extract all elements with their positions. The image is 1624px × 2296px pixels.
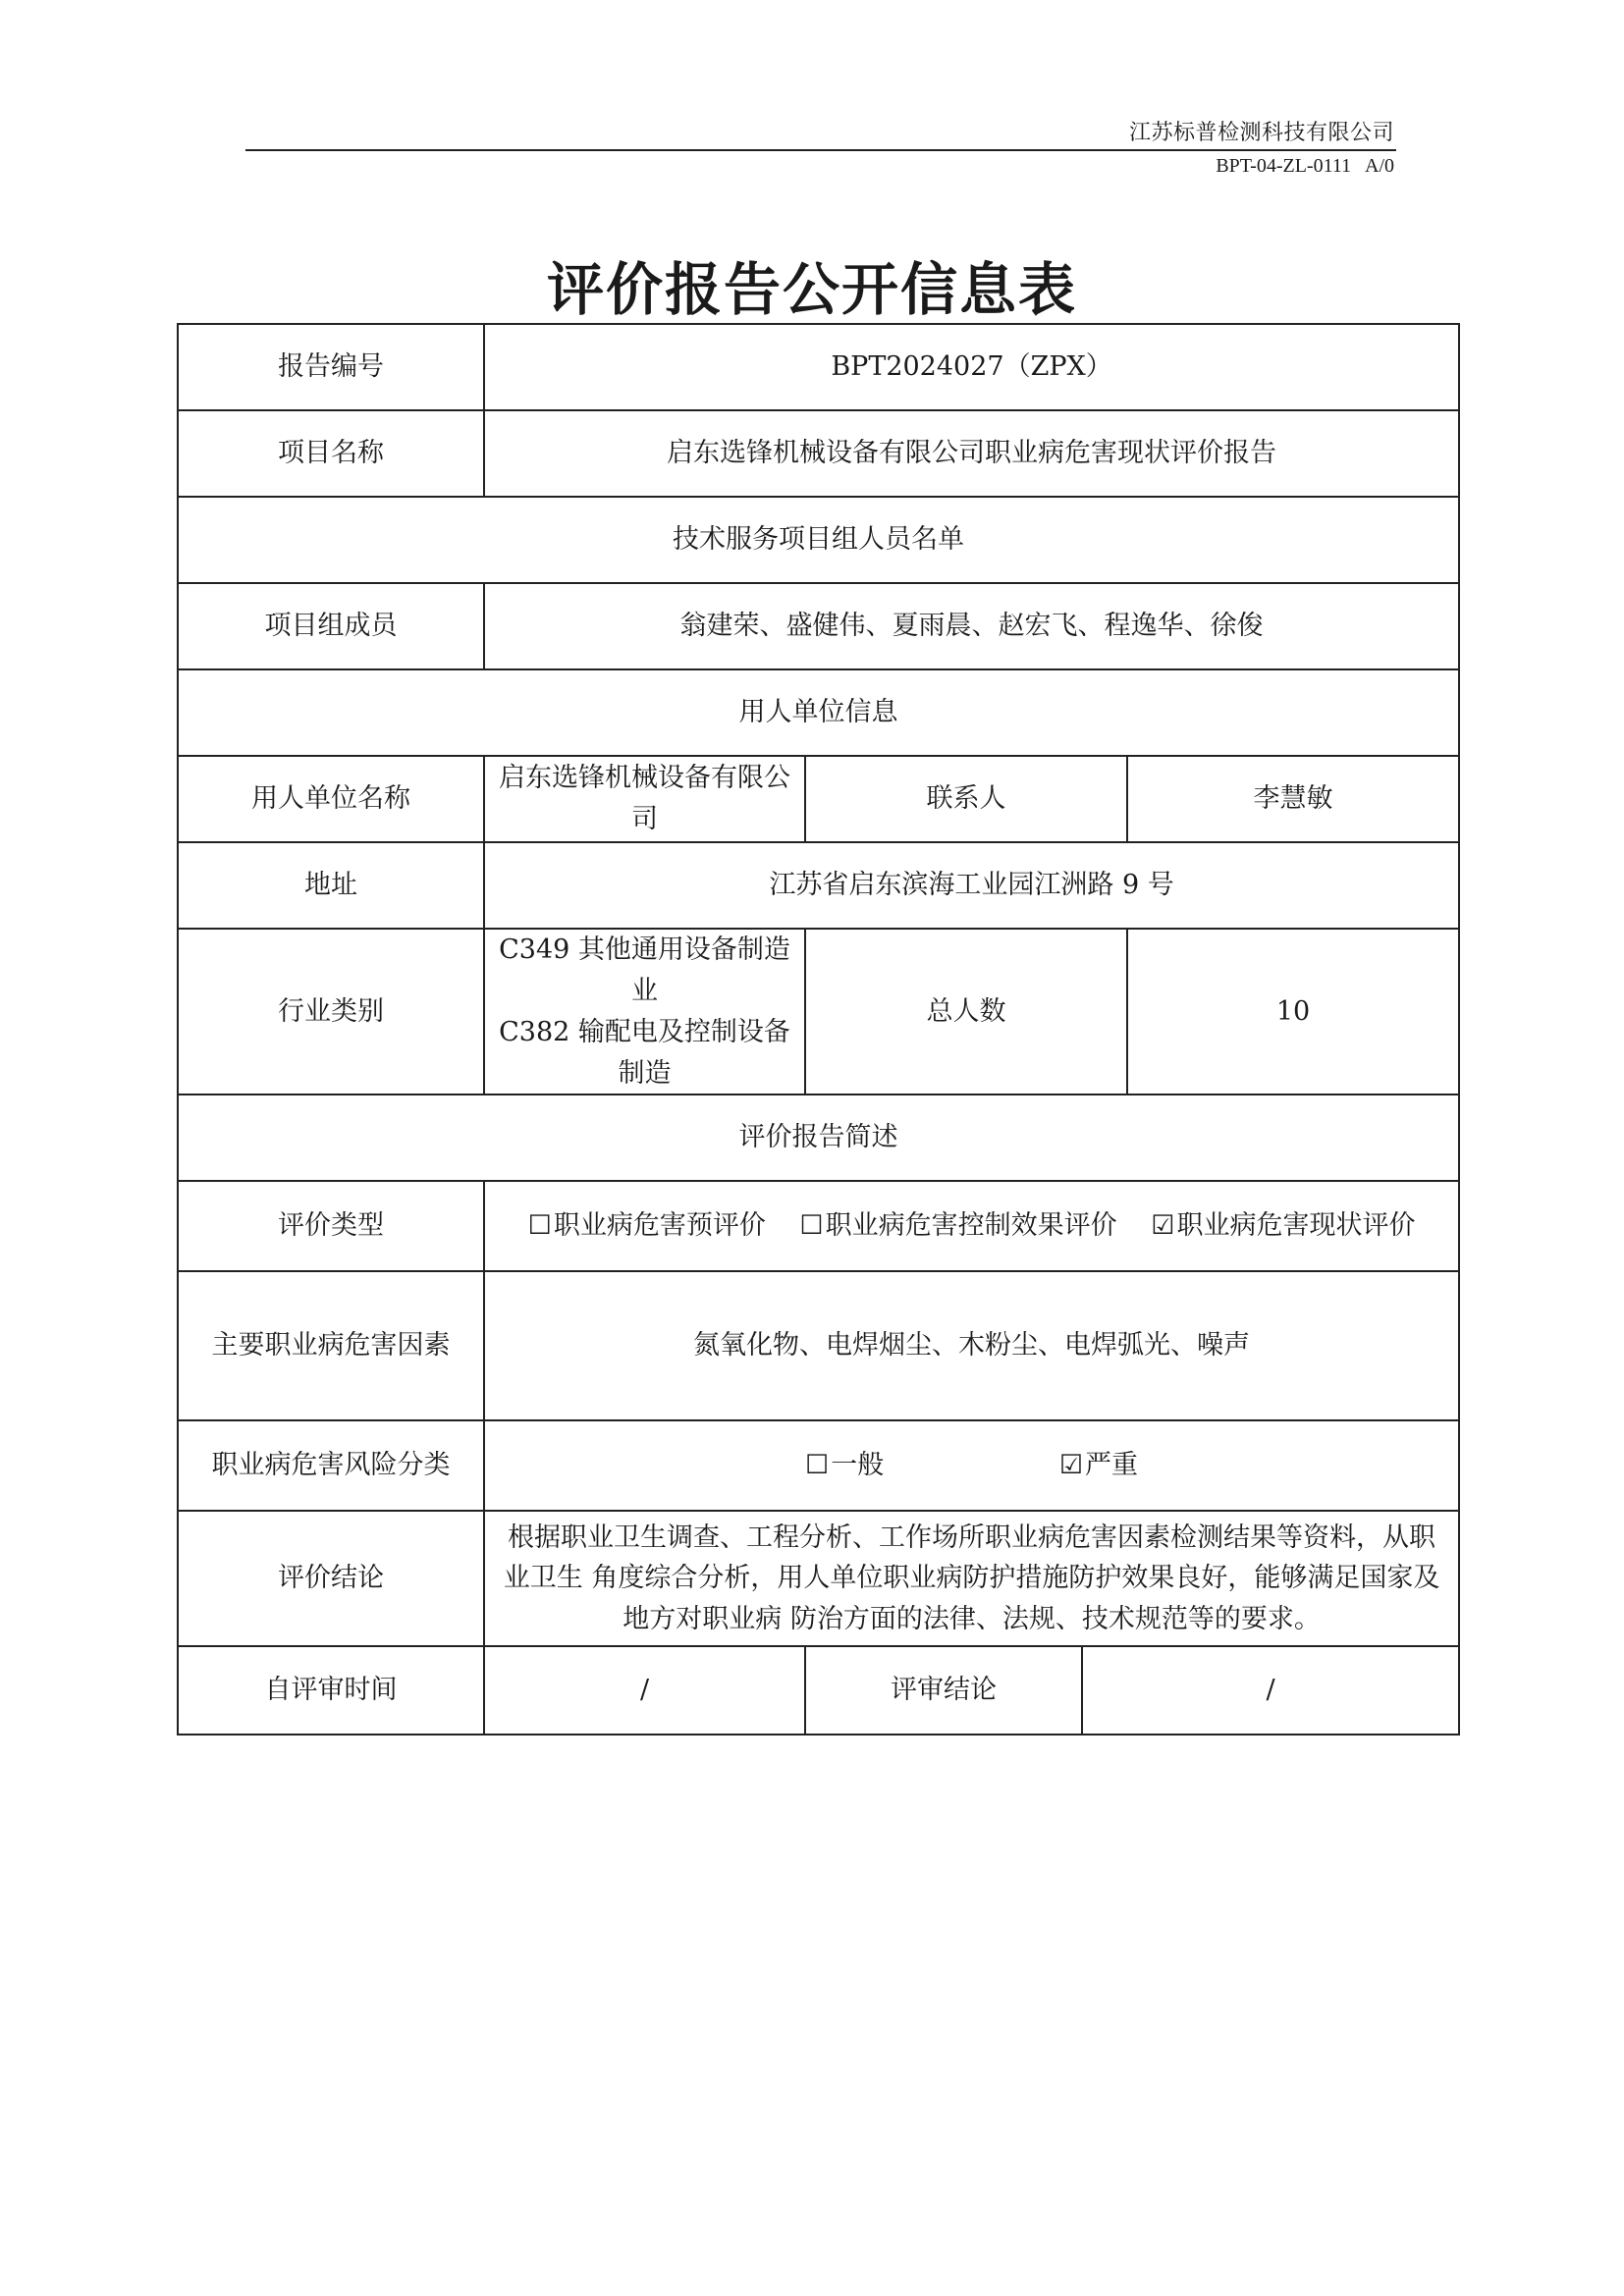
team-section-heading: 技术服务项目组人员名单 — [178, 497, 1459, 583]
row-review — [178, 1646, 1459, 1735]
row-employer-name — [178, 756, 1459, 842]
row-eval-type — [178, 1181, 1459, 1271]
summary-section-heading: 评价报告简述 — [178, 1095, 1459, 1181]
risk-label: 职业病危害风险分类 — [178, 1420, 484, 1511]
header-company-name: 江苏标普检测科技有限公司 — [1128, 121, 1394, 145]
industry-label: 行业类别 — [178, 929, 484, 1095]
eval-pre-label: 职业病危害预评价 — [553, 1210, 766, 1242]
row-team-section — [178, 497, 1459, 583]
contact-value: 李慧敏 — [1127, 756, 1459, 842]
row-factors — [178, 1271, 1459, 1420]
factors-label: 主要职业病危害因素 — [178, 1271, 484, 1420]
eval-control-label: 职业病危害控制效果评价 — [825, 1210, 1117, 1242]
info-table — [177, 323, 1460, 1735]
eval-pre-checkbox-icon: ☐ — [527, 1210, 552, 1242]
conclusion-value: 根据职业卫生调查、工程分析、工作场所职业病危害因素检测结果等资料，从职业卫生 角度综合分析，用人单位职业病防护措施防护效果良好，能够满足国家及地方对职业病 防治方面的法律、法规、技术规范等的要求。 — [484, 1511, 1459, 1646]
eval-current-label: 职业病危害现状评价 — [1176, 1210, 1416, 1242]
report-number-value: BPT2024027（ZPX） — [484, 324, 1459, 410]
eval-type-label: 评价类型 — [178, 1181, 484, 1271]
page-title: 评价报告公开信息表 — [546, 256, 1077, 323]
self-review-value: / — [484, 1646, 805, 1735]
row-members — [178, 583, 1459, 669]
eval-type-options — [484, 1181, 1459, 1271]
industry-value — [484, 929, 805, 1095]
review-result-value: / — [1082, 1646, 1459, 1735]
risk-serious-checkbox-icon: ☑ — [1058, 1450, 1084, 1481]
total-staff-value: 10 — [1127, 929, 1459, 1095]
row-employer-section — [178, 669, 1459, 756]
row-industry — [178, 929, 1459, 1095]
employer-section-heading: 用人单位信息 — [178, 669, 1459, 756]
risk-options — [484, 1420, 1459, 1511]
conclusion-label: 评价结论 — [178, 1511, 484, 1646]
risk-general-checkbox-icon: ☐ — [805, 1450, 830, 1481]
risk-serious-label: 严重 — [1085, 1450, 1139, 1481]
contact-label: 联系人 — [805, 756, 1127, 842]
project-name-label: 项目名称 — [178, 410, 484, 497]
review-result-label: 评审结论 — [805, 1646, 1082, 1735]
employer-name-value: 启东选锋机械设备有限公司 — [484, 756, 805, 842]
eval-control-checkbox-icon: ☐ — [799, 1210, 824, 1242]
row-address — [178, 842, 1459, 929]
row-project-name — [178, 410, 1459, 497]
members-value: 翁建荣、盛健伟、夏雨晨、赵宏飞、程逸华、徐俊 — [484, 583, 1459, 669]
employer-name-label: 用人单位名称 — [178, 756, 484, 842]
total-staff-label: 总人数 — [805, 929, 1127, 1095]
eval-current-checkbox-icon: ☑ — [1151, 1210, 1175, 1242]
header-document-code: BPT-04-ZL-0111 A/0 — [1216, 155, 1394, 177]
industry-line-1: C349 其他通用设备制造业 — [499, 934, 790, 1006]
row-conclusion — [178, 1511, 1459, 1646]
row-report-number — [178, 324, 1459, 410]
risk-general-label: 一般 — [831, 1450, 885, 1481]
self-review-label: 自评审时间 — [178, 1646, 484, 1735]
row-summary-section — [178, 1095, 1459, 1181]
row-risk — [178, 1420, 1459, 1511]
factors-value: 氮氧化物、电焊烟尘、木粉尘、电焊弧光、噪声 — [484, 1271, 1459, 1420]
project-name-value: 启东选锋机械设备有限公司职业病危害现状评价报告 — [484, 410, 1459, 497]
address-label: 地址 — [178, 842, 484, 929]
members-label: 项目组成员 — [178, 583, 484, 669]
header-divider — [245, 149, 1396, 151]
report-number-label: 报告编号 — [178, 324, 484, 410]
industry-line-2: C382 输配电及控制设备制造 — [499, 1016, 790, 1089]
address-value: 江苏省启东滨海工业园江洲路 9 号 — [484, 842, 1459, 929]
